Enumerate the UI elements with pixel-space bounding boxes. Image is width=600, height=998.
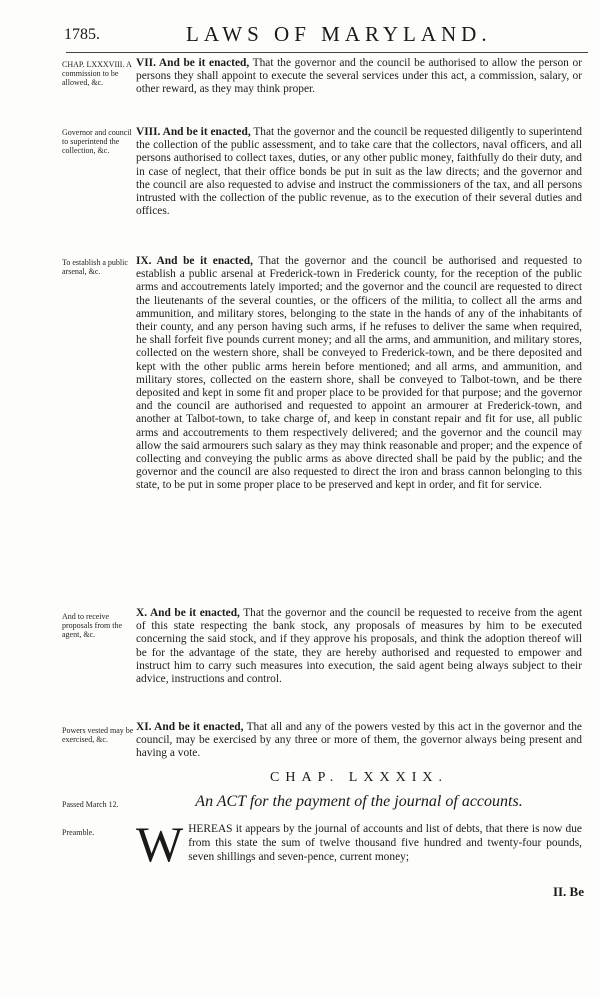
preamble-text: HEREAS it appears by the journal of accounts and list of debts, that there is now due from this state the sum of twelve thousand five hundred and twenty-four pounds, seven shillings and seven-pence, current money; <box>188 823 582 863</box>
margin-note-commission: CHAP. LXXXVIII. A commission to be allowed, &c. <box>62 60 132 87</box>
page-header <box>66 22 586 48</box>
preamble-paragraph <box>136 816 582 872</box>
margin-note-superintend: Governor and council to superintend the collection, &c. <box>62 128 132 155</box>
section-lead: X. And be it enacted, <box>136 607 240 619</box>
section-text: That the governor and the council be authorised to allow the person or persons they shall appoint to execute the several services under this act, a commission, salary, or other reward, as they may think proper. <box>136 57 582 96</box>
act-title: An ACT for the payment of the journal of accounts. <box>195 793 523 810</box>
section-xi <box>136 721 582 761</box>
section-text: That the governor and the council be requested diligently to superintend the collection of the public assessment, and to take care that the collectors, naval officers, and all persons authorised to collect taxes, duties, or any other public money, faithfully do their duty, and in case of neglect, that their office bonds be put in suit as the law directs; and the governor and the council are also requested to advise and instruct the commissioners of the tax, and all persons intrusted with the collection of the public revenue, as to the execution of their several duties and offices. <box>136 126 582 218</box>
section-lead: VII. And be it enacted, <box>136 57 250 69</box>
chapter-heading: CHAP. LXXXIX. <box>270 770 448 785</box>
margin-note-passed: Passed March 12. <box>62 800 119 809</box>
page-year: 1785. <box>64 26 100 43</box>
section-ix <box>136 255 582 493</box>
section-lead: XI. And be it enacted, <box>136 721 244 733</box>
margin-note-preamble: Preamble. <box>62 828 95 837</box>
section-text: That the governor and the council be authorised and requested to establish a public arsenal at Frederick-town in Frederick county, for the reception of the public arms and accoutrements lately imported; and the governor and the council are requested to direct the lieutenants of the several counties, or the officers of the militia, to collect all the arms and ammunition, and military stores, belonging to the state in the hands of any of the inhabitants of their county, and any person having such arms, if he refuses to deliver the same when required, he shall forfeit five pounds current money; and all the arms, and ammunition, and military stores, collected on the western shore, shall be conveyed to Frederick-town, and be there deposited and kept with the other public arms herein before mentioned; and all arms, and ammunition, and military stores, collected on the eastern shore, shall be conveyed to Talbot-town, and be there deposited and kept in some fit and proper place to be provided for that purpose; and the governor and the council are authorised and requested to appoint an armourer at Frederick-town, and another at Talbot-town, to take charge of, and keep in constant repair and fit for use, all public arms and accoutrements to them respectively delivered; and the governor and the council may allow the said armourers such salary as they may think reasonable and proper; and the expence of collecting and conveying the public arms as above directed shall be paid by the public; and the governor and the council are also requested to direct the iron and brass cannon belonging to this state, to be put in some proper place to be preserved and kept in order, and fit for service. <box>136 255 582 492</box>
margin-note-arsenal: To establish a public arsenal, &c. <box>62 258 128 276</box>
section-text: That all and any of the powers vested by this act in the governor and the council, may be exercised by any three or more of them, the governor always being present and having a vote. <box>136 721 582 760</box>
section-viii <box>136 126 582 218</box>
running-title: LAWS OF MARYLAND. <box>186 22 492 46</box>
header-rule <box>66 52 588 53</box>
section-lead: IX. And be it enacted, <box>136 255 253 267</box>
margin-note-proposals: And to receive proposals from the agent, &c. <box>62 612 122 639</box>
catchword: II. Be <box>552 884 584 899</box>
section-text: That the governor and the council be requested to receive from the agent of this state respecting the bank stock, any proposals of measures by him to be executed concerning the said stock, and if they approve his proposals, and think the adoption thereof will be for the advantage of the state, they are hereby authorised and requested to empower and instruct him to carry such measures into execution, the said agent being always subject to their advice, instructions and control. <box>136 607 582 686</box>
section-lead: VIII. And be it enacted, <box>136 126 251 138</box>
drop-cap: W <box>136 816 184 872</box>
section-x <box>136 607 582 686</box>
margin-note-powers: Powers vested may be exercised, &c. <box>62 726 134 744</box>
section-vii <box>136 57 582 97</box>
